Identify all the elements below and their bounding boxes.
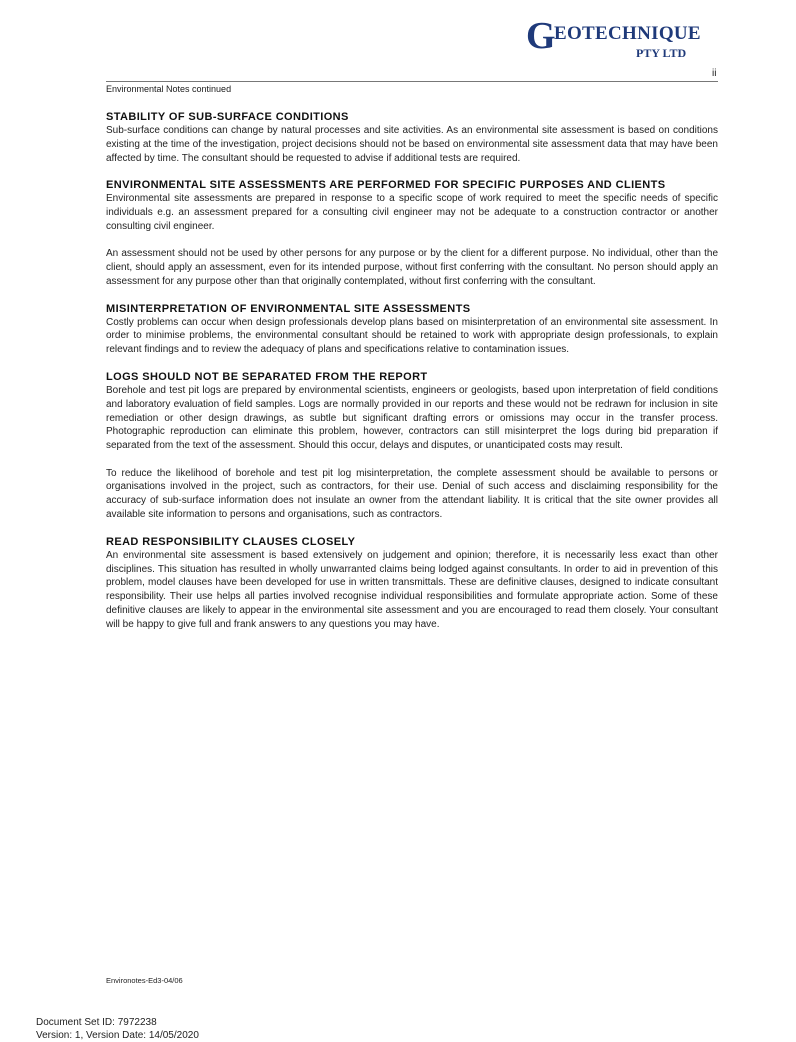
section-paragraph: An environmental site assessment is based extensively on judgement and opinion; therefore, it is necessarily less exact than other disciplines. This situation has resulted in wholly unwarranted claims being lodged against consultants. In order to aid in prevention of this problem, model clauses have been developed for use in written transmittals. These are definitive clauses, designed to indicate consultant responsibility. Their use helps all parties involved recognise individual responsibilities and formulate appropriate action. Some of these definitive clauses are likely to appear in the environmental site assessment and you are encouraged to read them closely. Your consultant will be happy to give full and frank answers to any questions you may have.	[106, 549, 718, 630]
logo-initial: G	[526, 15, 556, 57]
section-responsibility-clauses	[106, 535, 718, 632]
section-heading: LOGS SHOULD NOT BE SEPARATED FROM THE REPORT	[106, 371, 428, 384]
header-divider	[106, 81, 718, 82]
section-paragraph: Borehole and test pit logs are prepared by environmental scientists, engineers or geologists, based upon interpretation of field conditions and laboratory evaluation of field samples. Logs are normally provided in our reports and these would not be redrawn for inclusion in site remediation or other design drawings, as subtle but significant drafting errors or omissions may occur in the transfer process. Photographic reproduction can eliminate this problem, however, contractors can still misinterpret the logs during bid preparation if separated from the text of the assessment. Should this occur, delays and disputes, or unanticipated costs may result.	[106, 385, 718, 452]
section-heading: STABILITY OF SUB-SURFACE CONDITIONS	[106, 111, 349, 123]
version-info: Version: 1, Version Date: 14/05/2020	[36, 1030, 199, 1041]
section-misinterpretation	[106, 302, 718, 357]
running-title: Environmental Notes continued	[106, 84, 232, 94]
section-paragraph: Sub-surface conditions can change by natural processes and site activities. As an environmental site assessment is based on conditions existing at the time of the investigation, project decisions should not be based on environmental site assessment data that may have been affected by time. The consultant should be requested to advise if additional tests are required.	[106, 125, 718, 164]
logo-suffix: PTY LTD	[636, 46, 687, 60]
section-heading: ENVIRONMENTAL SITE ASSESSMENTS ARE PERFORMED FOR SPECIFIC PURPOSES AND CLIENTS	[106, 179, 666, 192]
section-heading: READ RESPONSIBILITY CLAUSES CLOSELY	[106, 535, 356, 548]
section-stability	[106, 110, 718, 165]
section-logs	[106, 370, 718, 522]
section-paragraph: Environmental site assessments are prepared in response to a specific scope of work required to meet the specific needs of specific individuals e.g. an assessment prepared for a consulting civil engineer may not be adequate to a construction contractor or another consulting civil engineer.	[106, 193, 718, 232]
document-body	[106, 110, 718, 645]
document-set-info	[36, 1016, 199, 1042]
edition-code: Environotes-Ed3-04/06	[106, 976, 183, 985]
section-paragraph: An assessment should not be used by other persons for any purpose or by the client for a different purpose. No individual, other than the client, should apply an assessment, even for its intended purpose, without first conferring with the consultant. No person should apply an assessment for any purpose other than that originally contemplated, without first conferring with the consultant.	[106, 248, 718, 287]
section-specific-purposes	[106, 178, 718, 288]
section-paragraph: Costly problems can occur when design professionals develop plans based on misinterpretation of an environmental site assessment. In order to minimise problems, the environmental consultant should be retained to work with appropriate design professionals, to explain relevant findings and to review the adequacy of plans and specifications relative to contamination issues.	[106, 316, 718, 356]
section-paragraph: To reduce the likelihood of borehole and test pit log misinterpretation, the complete assessment should be available to persons or organisations involved in the project, such as contractors, for their use. Denial of such access and disclaiming responsibility for the accuracy of sub-surface information does not insulate an owner from the attendant liability. It is critical that the site owner provides all available site information to persons and organisations, such as contractors.	[106, 467, 718, 520]
document-set-id: Document Set ID: 7972238	[36, 1017, 157, 1028]
company-logo	[526, 16, 706, 62]
logo-name: EOTECHNIQUE	[554, 23, 701, 44]
page-number: ii	[712, 68, 717, 79]
section-heading: MISINTERPRETATION OF ENVIRONMENTAL SITE ASSESSMENTS	[106, 302, 471, 315]
